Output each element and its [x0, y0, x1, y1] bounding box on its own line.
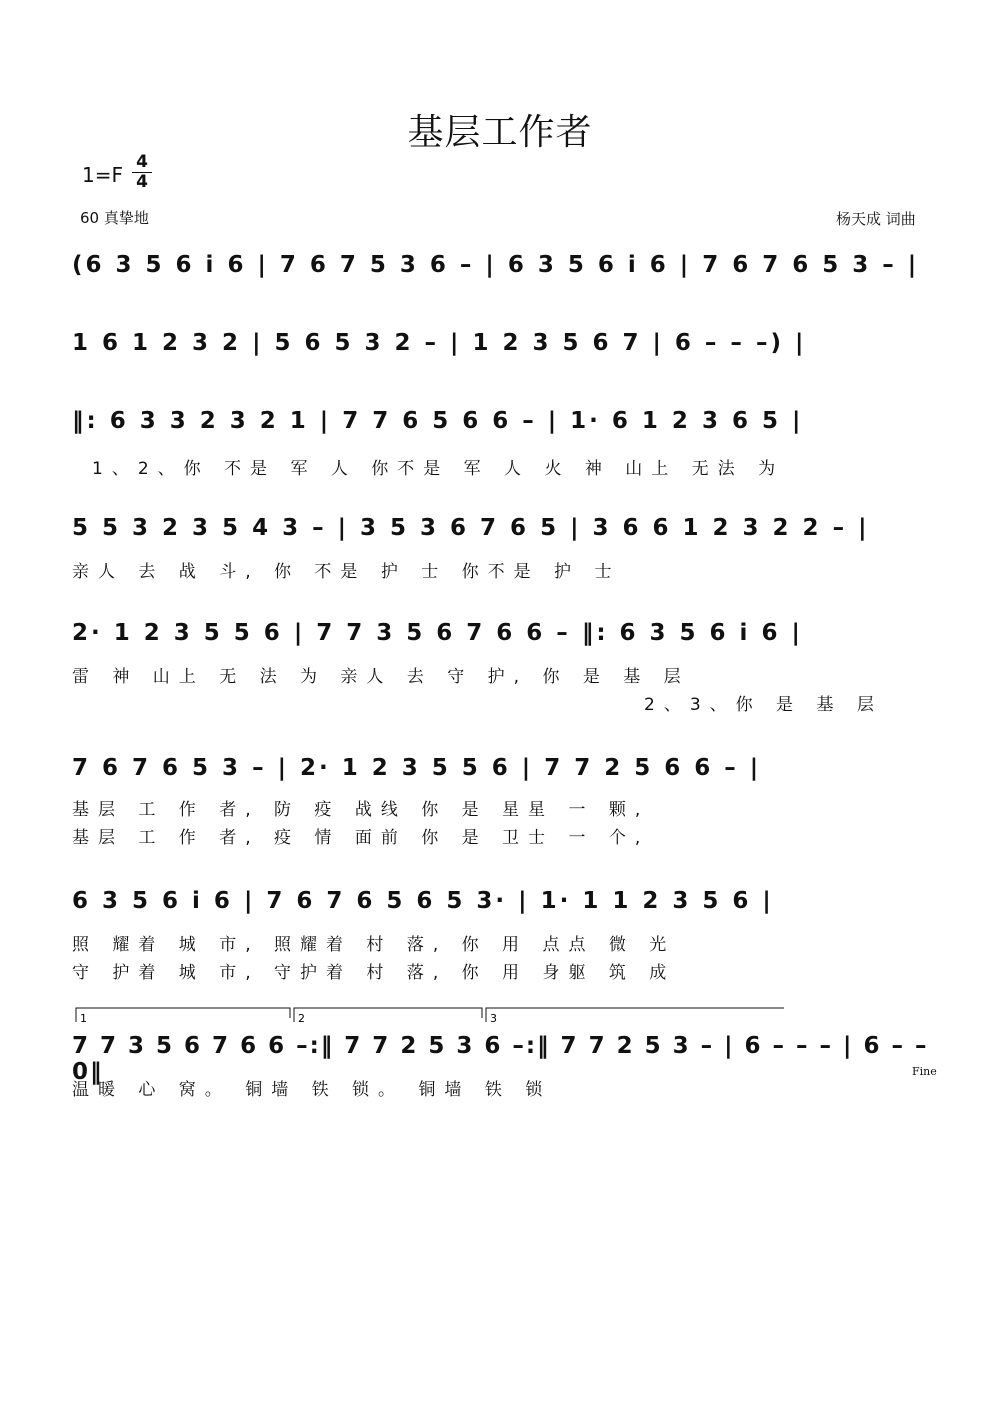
- score-row-1: [72, 252, 932, 332]
- lyric-line-1: 雷 神 山上 无 法 为 亲人 去 守 护, 你 是 基 层: [72, 667, 690, 687]
- lyric-line-1: 1、2、你 不是 军 人 你不是 军 人 火 神 山上 无法 为: [92, 459, 785, 479]
- key-signature: 1=F: [82, 163, 123, 187]
- lyric-line-2: 守 护着 城 市, 守护着 村 落, 你 用 身躯 筑 成: [72, 963, 676, 983]
- fine-marking: Fine: [912, 1065, 937, 1078]
- score-row-6: [72, 755, 932, 848]
- author-credit: 杨天成 词曲: [836, 210, 916, 228]
- score-row-7: [72, 888, 932, 983]
- volta-lines: [72, 1006, 792, 1024]
- lyric-line-2: 2、3、你 是 基 层: [644, 695, 883, 715]
- lyric-line-1: 亲人 去 战 斗, 你 不是 护 士 你不是 护 士: [72, 562, 621, 582]
- volta-label-1: 1: [80, 1012, 87, 1025]
- time-signature-numerator: 4: [132, 153, 152, 173]
- lyric-line-1: 基层 工 作 者, 防 疫 战线 你 是 星星 一 颗,: [72, 800, 650, 820]
- score-row-3: [72, 408, 932, 488]
- score-row-5: [72, 620, 932, 715]
- score-row-8: [72, 1033, 937, 1113]
- score-row-4: [72, 515, 932, 595]
- note-line: 6 3 5 6 i 6 | 7 6 7 6 5 6 5 3· | 1· 1 1 2 3 5 6 |: [72, 888, 774, 914]
- note-line: 5 5 3 2 3 5 4 3 – | 3 5 3 6 7 6 5 | 3 6 6 1 2 3 2 2 – |: [72, 515, 870, 541]
- lyric-line-1: 温暖 心 窝。 铜墙 铁 锁。 铜墙 铁 锁: [72, 1080, 552, 1100]
- note-line: 2· 1 2 3 5 5 6 | 7 7 3 5 6 7 6 6 – ‖: 6 3 5 6 i 6 |: [72, 620, 803, 646]
- score-row-2: [72, 330, 932, 410]
- tempo-marking: 60 真挚地: [80, 209, 149, 227]
- note-line: ‖: 6 3 3 2 3 2 1 | 7 7 6 5 6 6 – | 1· 6 1 2 3 6 5 |: [72, 408, 804, 434]
- note-line: 7 7 3 5 6 7 6 6 –:‖ 7 7 2 5 3 6 –:‖ 7 7 2 5 3 – | 6 – – – | 6 – – 0‖: [72, 1033, 929, 1085]
- volta-label-3: 3: [490, 1012, 497, 1025]
- note-line: (6 3 5 6 i 6 | 7 6 7 5 3 6 – | 6 3 5 6 i 6 | 7 6 7 6 5 3 – |: [72, 252, 920, 278]
- time-signature: [132, 153, 152, 192]
- note-line: 7 6 7 6 5 3 – | 2· 1 2 3 5 5 6 | 7 7 2 5 6 6 – |: [72, 755, 762, 781]
- page-title: 基层工作者: [407, 112, 593, 153]
- volta-label-2: 2: [298, 1012, 305, 1025]
- lyric-line-2: 基层 工 作 者, 疫 情 面前 你 是 卫士 一 个,: [72, 828, 650, 848]
- time-signature-denominator: 4: [136, 172, 148, 192]
- lyric-line-1: 照 耀着 城 市, 照耀着 村 落, 你 用 点点 微 光: [72, 935, 676, 955]
- volta-brackets: [72, 1006, 792, 1024]
- note-line: 1 6 1 2 3 2 | 5 6 5 3 2 – | 1 2 3 5 6 7 | 6 – – –) |: [72, 330, 807, 356]
